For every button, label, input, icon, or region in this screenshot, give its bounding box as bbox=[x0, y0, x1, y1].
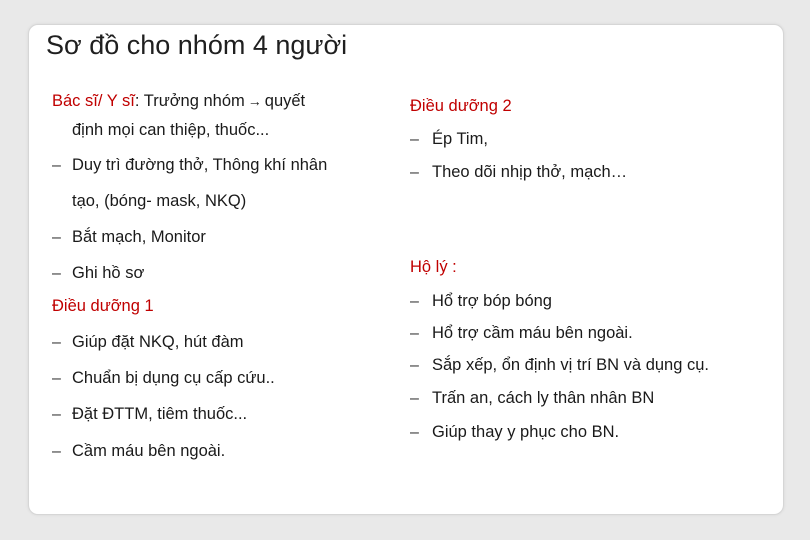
bullet-dash: – bbox=[410, 424, 419, 441]
doctor-item-1-line-2: tạo, (bóng- mask, NKQ) bbox=[72, 192, 247, 210]
doctor-line1-end: quyết bbox=[264, 92, 306, 110]
nurse1-item: Cầm máu bên ngoài. bbox=[72, 442, 226, 460]
bullet-dash: – bbox=[410, 357, 419, 374]
doctor-item-2: Bắt mạch, Monitor bbox=[72, 228, 206, 246]
doctor-item-1-line-1: Duy trì đường thở, Thông khí nhân bbox=[72, 156, 328, 174]
nurse1-item: Chuẩn bị dụng cụ cấp cứu.. bbox=[72, 369, 275, 387]
bullet-dash: – bbox=[52, 229, 61, 246]
doctor-line-2: định mọi can thiệp, thuốc... bbox=[72, 121, 270, 139]
aide-item: Hổ trợ bóp bóng bbox=[432, 292, 552, 310]
doctor-line-1 bbox=[52, 92, 305, 111]
slide-title: Sơ đồ cho nhóm 4 người bbox=[46, 30, 348, 60]
aide-item: Sắp xếp, ổn định vị trí BN và dụng cụ. bbox=[432, 356, 709, 374]
bullet-dash: – bbox=[52, 334, 61, 351]
nurse1-heading: Điều dưỡng 1 bbox=[52, 297, 154, 315]
nurse2-heading: Điều dưỡng 2 bbox=[410, 97, 512, 115]
arrow-right-icon: → bbox=[247, 93, 262, 109]
bullet-dash: – bbox=[52, 406, 61, 423]
bullet-dash: – bbox=[52, 157, 61, 174]
nurse2-item: Theo dõi nhịp thở, mạch… bbox=[432, 163, 628, 181]
bullet-dash: – bbox=[52, 265, 61, 282]
aide-heading: Hộ lý : bbox=[410, 258, 457, 276]
bullet-dash: – bbox=[52, 370, 61, 387]
bullet-dash: – bbox=[410, 390, 419, 407]
aide-item: Giúp thay y phục cho BN. bbox=[432, 423, 620, 441]
doctor-role-label: Bác sĩ/ Y sĩ bbox=[52, 92, 135, 110]
bullet-dash: – bbox=[410, 293, 419, 310]
aide-item: Hổ trợ cầm máu bên ngoài. bbox=[432, 324, 633, 342]
doctor-item-3: Ghi hồ sơ bbox=[72, 264, 145, 282]
doctor-line1-text: : Trưởng nhóm bbox=[134, 92, 245, 110]
bullet-dash: – bbox=[410, 131, 419, 148]
nurse2-item: Ép Tim, bbox=[432, 130, 488, 148]
bullet-dash: – bbox=[52, 443, 61, 460]
nurse1-item: Giúp đặt NKQ, hút đàm bbox=[72, 333, 244, 351]
bullet-dash: – bbox=[410, 325, 419, 342]
bullet-dash: – bbox=[410, 164, 419, 181]
nurse1-item: Đặt ĐTTM, tiêm thuốc... bbox=[72, 405, 248, 423]
aide-item: Trấn an, cách ly thân nhân BN bbox=[432, 389, 655, 407]
